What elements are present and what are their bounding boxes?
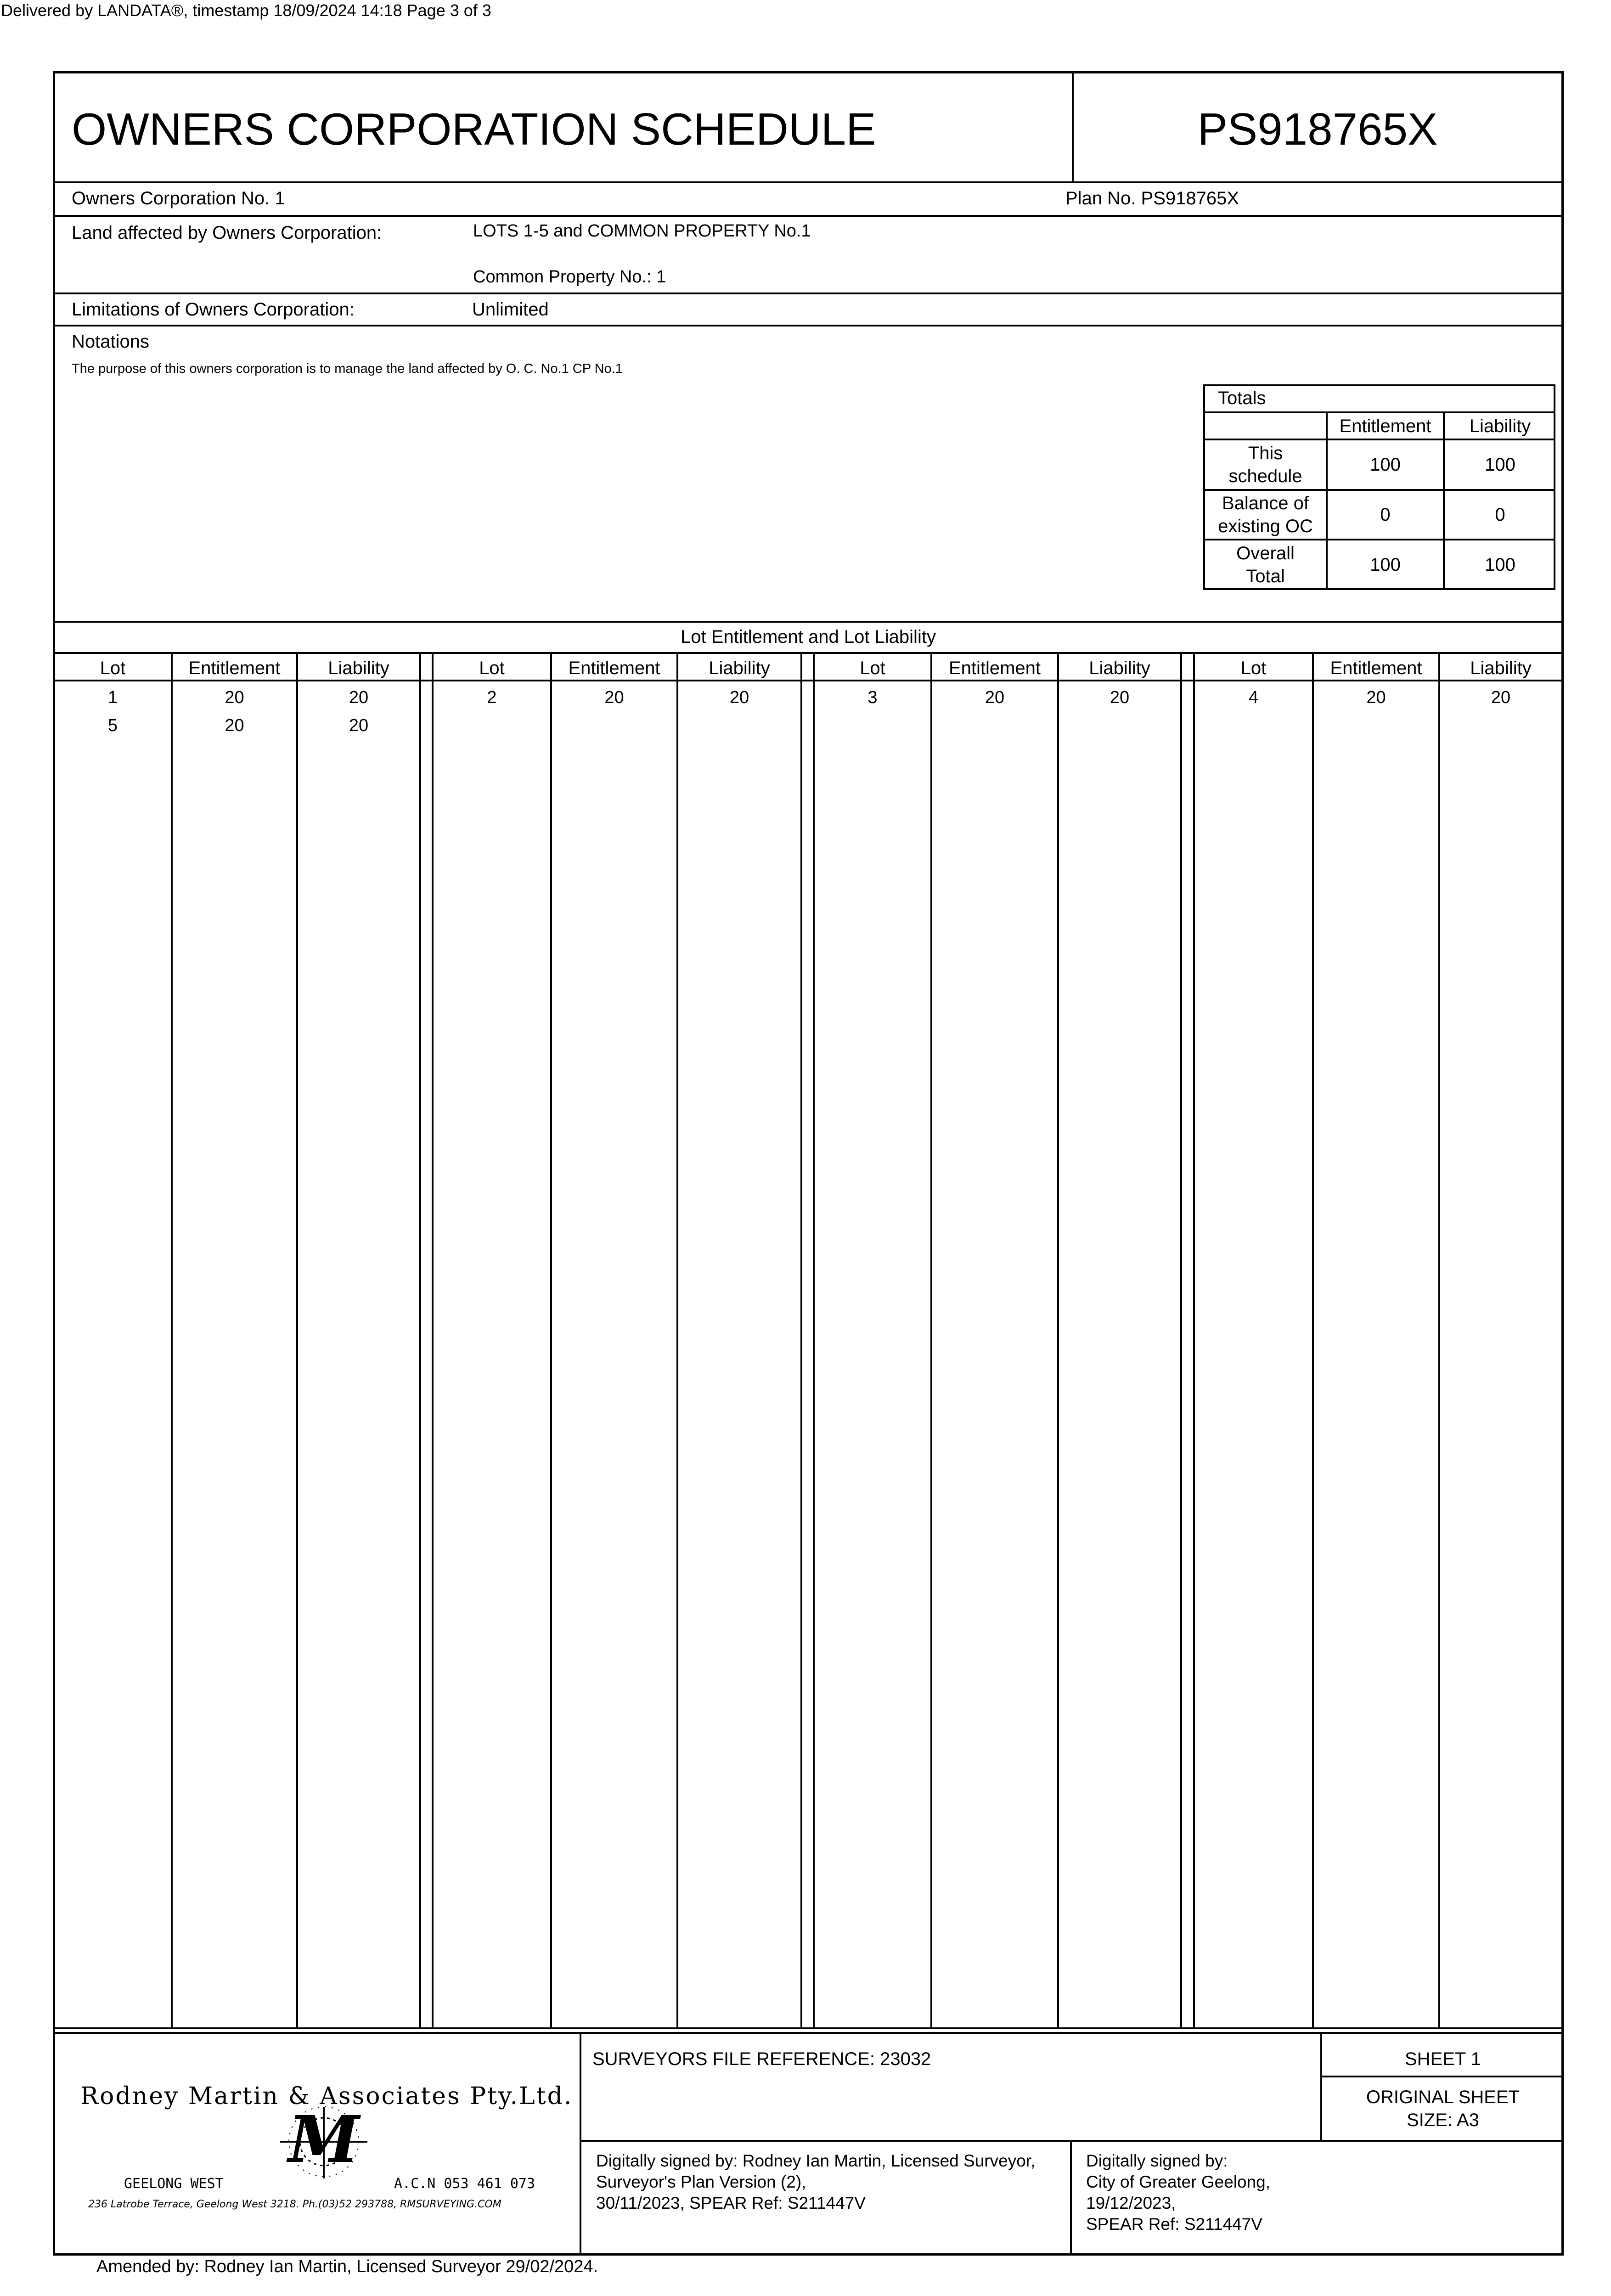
- rule: [1320, 2076, 1564, 2077]
- rule: [676, 653, 678, 2028]
- liability-header: Liability: [709, 658, 770, 678]
- rule: [53, 325, 1564, 326]
- limitations-value: Unlimited: [472, 299, 549, 320]
- notations-label: Notations: [72, 332, 149, 352]
- rule: [53, 652, 1564, 654]
- rule: [171, 653, 173, 2028]
- rule: [53, 2032, 1564, 2034]
- lot-header: Lot: [860, 658, 885, 678]
- entitlement-header: Entitlement: [948, 658, 1041, 678]
- rule: [930, 653, 932, 2028]
- lot-liability: 20: [349, 688, 369, 707]
- rule: [53, 621, 1564, 623]
- entitlement-header: Entitlement: [1330, 658, 1422, 678]
- totals-entitlement: 0: [1380, 505, 1391, 525]
- page-title: OWNERS CORPORATION SCHEDULE: [72, 104, 876, 154]
- council-signature-block: [1086, 2150, 1270, 2235]
- totals-row-label: [1205, 440, 1326, 489]
- totals-header-liability: Liability: [1469, 416, 1531, 436]
- oc-number: Owners Corporation No. 1: [72, 188, 285, 208]
- lot-liability: 20: [349, 716, 369, 735]
- totals-entitlement: 100: [1370, 555, 1401, 575]
- totals-row-label: [1205, 491, 1326, 539]
- rule: [53, 680, 1564, 681]
- liability-header: Liability: [328, 658, 389, 678]
- rule: [53, 2027, 1564, 2029]
- lot-number: 5: [107, 716, 118, 735]
- lot-number: 3: [867, 688, 878, 707]
- original-sheet-size: [1322, 2086, 1564, 2132]
- land-affected-label: Land affected by Owners Corporation:: [72, 223, 382, 243]
- council-signature-line: 19/12/2023,: [1086, 2194, 1176, 2212]
- plan-code: PS918765X: [1197, 104, 1438, 154]
- rule: [432, 653, 434, 2028]
- council-signature-line: SPEAR Ref: S211447V: [1086, 2215, 1262, 2234]
- rule: [550, 653, 552, 2028]
- rule: [53, 215, 1564, 217]
- rule: [813, 653, 815, 2028]
- totals-row-label-line: Balance of: [1222, 493, 1309, 513]
- rule: [53, 181, 1564, 183]
- rule: [53, 293, 1564, 294]
- rule: [1070, 2140, 1072, 2256]
- totals-row-label-line: schedule: [1228, 466, 1302, 486]
- lot-entitlement: 20: [1366, 688, 1386, 707]
- entitlement-header: Entitlement: [568, 658, 660, 678]
- file-reference: SURVEYORS FILE REFERENCE: 23032: [592, 2049, 931, 2069]
- lot-number: 4: [1248, 688, 1259, 707]
- totals-entitlement: 100: [1370, 455, 1401, 475]
- rule: [1057, 653, 1059, 2028]
- common-property: Common Property No.: 1: [473, 267, 666, 287]
- surveyor-signature-line: Digitally signed by: Rodney Ian Martin, Licensed Surveyor,: [596, 2151, 1036, 2170]
- original-sheet-line: ORIGINAL SHEET: [1366, 2087, 1520, 2107]
- land-affected-value: LOTS 1-5 and COMMON PROPERTY No.1: [473, 221, 811, 241]
- totals-row-label-line: Total: [1246, 566, 1285, 586]
- lot-number: 1: [107, 688, 118, 707]
- totals-row-label-line: This: [1248, 443, 1283, 463]
- rule: [1180, 653, 1182, 2028]
- delivery-header: Delivered by LANDATA®, timestamp 18/09/2024 14:18 Page 3 of 3: [1, 1, 491, 20]
- rule: [1193, 653, 1195, 2028]
- original-sheet-line: SIZE: A3: [1407, 2110, 1479, 2130]
- totals-liability: 100: [1485, 455, 1515, 475]
- logo-letter: M: [288, 2102, 360, 2178]
- rule: [296, 653, 298, 2028]
- firm-name: Rodney Martin & Associates Pty.Ltd.: [80, 2082, 573, 2110]
- lot-header: Lot: [479, 658, 505, 678]
- totals-row-label-line: Overall: [1236, 543, 1295, 563]
- rule: [800, 653, 802, 2028]
- totals-header-entitlement: Entitlement: [1339, 416, 1431, 436]
- lot-entitlement: 20: [985, 688, 1005, 707]
- rule: [1438, 653, 1440, 2028]
- lot-liability: 20: [1491, 688, 1511, 707]
- lot-header: Lot: [1240, 658, 1267, 678]
- council-signature-line: City of Greater Geelong,: [1086, 2172, 1271, 2191]
- firm-acn: A.C.N 053 461 073: [394, 2176, 535, 2192]
- limitations-label: Limitations of Owners Corporation:: [72, 299, 355, 320]
- totals-row-label: [1205, 540, 1326, 589]
- liability-header: Liability: [1470, 658, 1532, 678]
- lot-entitlement: 20: [225, 716, 244, 735]
- lot-entitlement: 20: [604, 688, 624, 707]
- lot-liability: 20: [1110, 688, 1130, 707]
- rule: [580, 2033, 581, 2256]
- surveyor-signature-line: Surveyor's Plan Version (2),: [596, 2172, 806, 2191]
- surveyor-signature-line: 30/11/2023, SPEAR Ref: S211447V: [596, 2194, 866, 2212]
- liability-header: Liability: [1089, 658, 1150, 678]
- lot-entitlement: 20: [225, 688, 244, 707]
- totals-liability: 100: [1485, 555, 1515, 575]
- totals-liability: 0: [1495, 505, 1505, 525]
- surveyor-signature-block: [596, 2150, 1035, 2214]
- entitlement-header: Entitlement: [188, 658, 281, 678]
- lot-table-title: Lot Entitlement and Lot Liability: [681, 627, 936, 647]
- sheet-number: SHEET 1: [1405, 2049, 1481, 2069]
- firm-address: 236 Latrobe Terrace, Geelong West 3218. Ph.(03)52 293788, RMSURVEYING.COM: [88, 2199, 501, 2210]
- notations-text: The purpose of this owners corporation is to manage the land affected by O. C. No.1 CP No.1: [72, 361, 623, 376]
- amended-note: Amended by: Rodney Ian Martin, Licensed Surveyor 29/02/2024.: [96, 2257, 598, 2276]
- totals-row-label-line: existing OC: [1218, 516, 1313, 536]
- lot-liability: 20: [729, 688, 749, 707]
- rule: [419, 653, 421, 2028]
- council-signature-line: Digitally signed by:: [1086, 2151, 1228, 2170]
- plan-number: Plan No. PS918765X: [1065, 188, 1239, 208]
- rule: [1312, 653, 1314, 2028]
- lot-number: 2: [487, 688, 497, 707]
- lot-header: Lot: [100, 658, 126, 678]
- firm-location: GEELONG WEST: [124, 2176, 224, 2192]
- totals-title: Totals: [1218, 388, 1266, 408]
